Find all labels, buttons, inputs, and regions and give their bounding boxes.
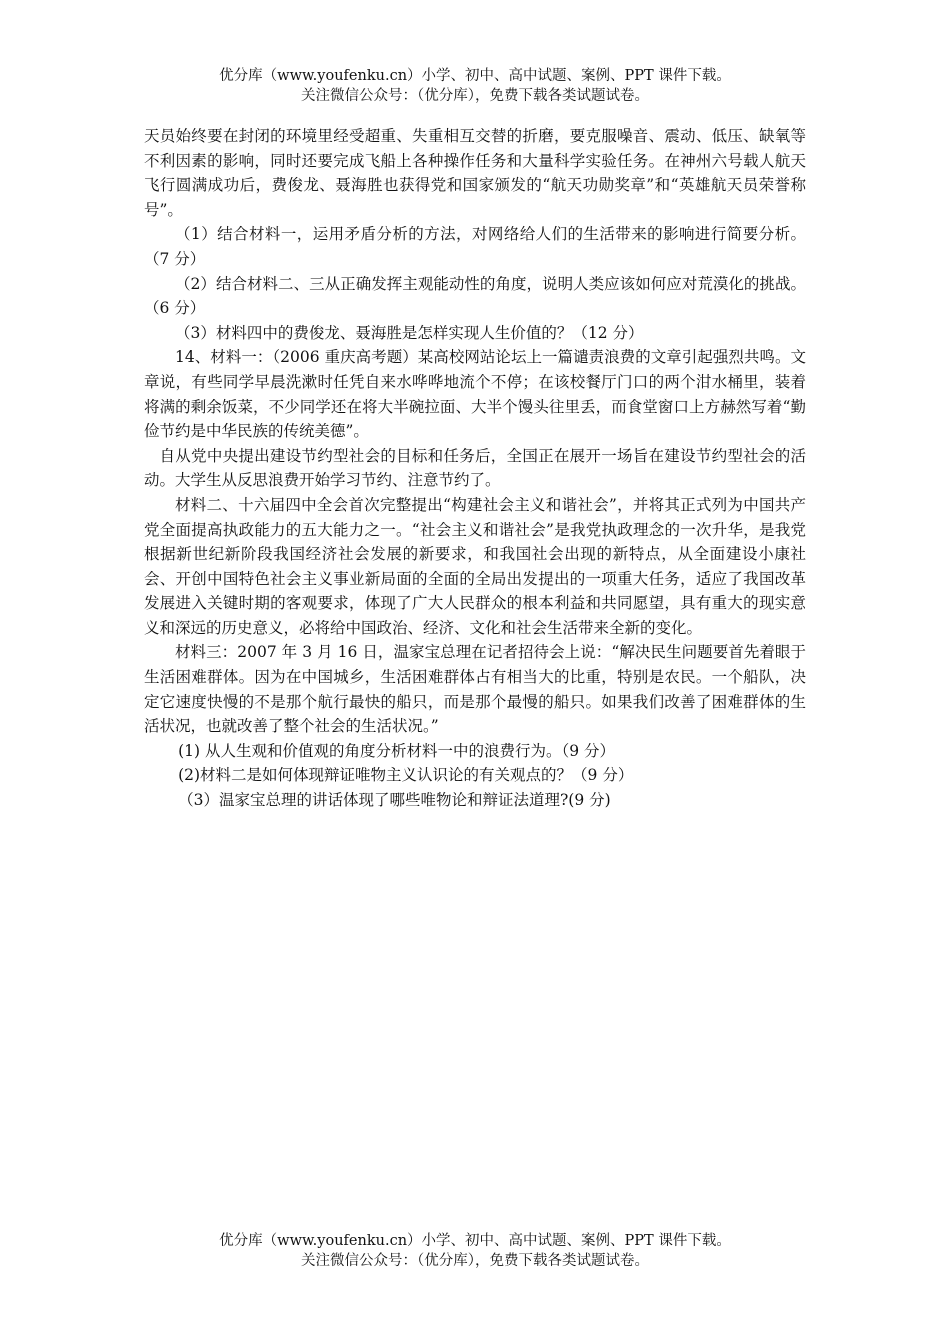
- material-3: 材料三：2007 年 3 月 16 日，温家宝总理在记者招待会上说：“解决民生问题要首先着眼于生活困难群体。因为在中国城乡，生活困难群体占有相当大的比重，特别是农民。一个船队，决定它速度快慢的不是那个航行最快的船只，而是那个最慢的船只。如果我们改善了困难群体的生活状况，也就改善了整个社会的生活状况。”: [144, 643, 806, 736]
- item-14-material-1: 14、材料一：（2006 重庆高考题）某高校网站论坛上一篇谴责浪费的文章引起强烈共鸣。文章说，有些同学早晨洗漱时任凭自来水哗哗地流个不停；在该校餐厅门口的两个泔水桶里，装着将满的剩余饭菜，不少同学还在将大半碗拉面、大半个馒头往里丢，而食堂窗口上方赫然写着“勤俭节约是中华民族的传统美德”。: [144, 348, 806, 441]
- question-1: （1）结合材料一，运用矛盾分析的方法，对网络给人们的生活带来的影响进行简要分析。（7 分）: [144, 225, 806, 268]
- page-header: [0, 66, 950, 106]
- header-line-2: 关注微信公众号：（优分库），免费下载各类试题试卷。: [301, 88, 649, 104]
- footer-line-1: 优分库（www.youfenku.cn）小学、初中、高中试题、案例、PPT 课件下载。: [219, 1233, 731, 1249]
- sub-question-2: (2)材料二是如何体现辩证唯物主义认识论的有关观点的？（9 分）: [178, 766, 634, 785]
- material-2: 材料二、十六届四中全会首次完整提出“构建社会主义和谐社会”，并将其正式列为中国共产党全面提高执政能力的五大能力之一。“社会主义和谐社会”是我党执政理念的一次升华，是我党根据新世纪新阶段我国经济社会发展的新要求，和我国社会出现的新特点，从全面建设小康社会、开创中国特色社会主义事业新局面的全面的全局出发提出的一项重大任务，适应了我国改革发展进入关键时期的客观要求，体现了广大人民群众的根本利益和共同愿望，具有重大的现实意义和深远的历史意义，必将给中国政治、经济、文化和社会生活带来全新的变化。: [144, 495, 806, 637]
- page-footer: [0, 1231, 950, 1271]
- header-line-1: 优分库（www.youfenku.cn）小学、初中、高中试题、案例、PPT 课件下载。: [219, 68, 731, 84]
- footer-line-2: 关注微信公众号：（优分库），免费下载各类试题试卷。: [301, 1253, 649, 1269]
- paragraph-continued: 天员始终要在封闭的环境里经受超重、失重相互交替的折磨，要克服噪音、震动、低压、缺氧等不利因素的影响，同时还要完成飞船上各种操作任务和大量科学实验任务。在神州六号载人航天飞行圆满成功后，费俊龙、聂海胜也获得党和国家颁发的“航天功勋奖章”和“英雄航天员荣誉称号”。: [144, 127, 806, 219]
- item-14-material-1-continued: 自从党中央提出建设节约型社会的目标和任务后，全国正在展开一场旨在建设节约型社会的活动。大学生从反思浪费开始学习节约、注意节约了。: [144, 446, 806, 490]
- sub-question-3: （3）温家宝总理的讲话体现了哪些唯物论和辩证法道理?(9 分): [178, 791, 611, 810]
- document-body: [144, 124, 806, 813]
- question-3: （3）材料四中的费俊龙、聂海胜是怎样实现人生价值的？（12 分）: [175, 323, 644, 342]
- question-2: （2）结合材料二、三从正确发挥主观能动性的角度，说明人类应该如何应对荒漠化的挑战。（6 分）: [144, 274, 806, 318]
- sub-question-1: (1) 从人生观和价值观的角度分析材料一中的浪费行为。（9 分）: [178, 741, 616, 760]
